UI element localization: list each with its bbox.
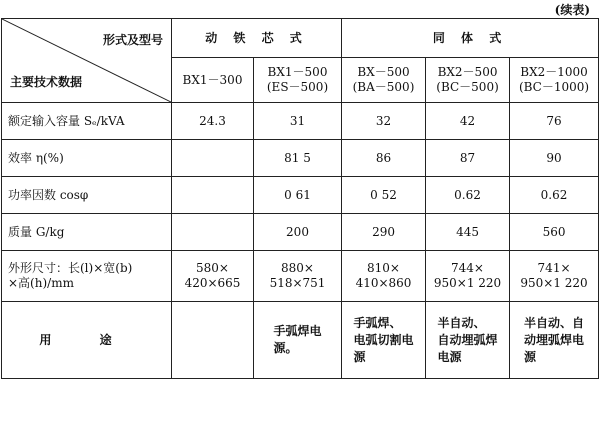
model-line2: (BC－500) xyxy=(436,80,499,94)
model-cell xyxy=(254,58,342,103)
model-line1: BX2－1000 xyxy=(520,65,588,79)
row-label-dimensions xyxy=(2,251,172,302)
group-moving-core: 动 铁 芯 式 xyxy=(172,19,342,58)
capacity-value: 76 xyxy=(510,103,599,140)
dimensions-value xyxy=(510,251,599,302)
usage-line2: 电弧切割电 xyxy=(353,332,414,347)
dimensions-value xyxy=(426,251,510,302)
model-line2: (BA－500) xyxy=(352,80,415,94)
dimensions-line1: 810× xyxy=(367,261,400,275)
dimensions-line2: 950×1 220 xyxy=(520,276,588,290)
usage-line1: 手弧焊电 xyxy=(273,324,322,338)
header-row-groups xyxy=(2,19,599,58)
model-cell xyxy=(172,58,254,103)
header-corner-bottom: 主要技术数据 xyxy=(10,75,83,89)
dimensions-value xyxy=(172,251,254,302)
mass-value: 200 xyxy=(254,214,342,251)
power-factor-value: 0.62 xyxy=(426,177,510,214)
model-line1: BX1－500 xyxy=(267,65,328,79)
dimensions-value xyxy=(254,251,342,302)
power-factor-value: 0.62 xyxy=(510,177,599,214)
usage-line3: 源 xyxy=(524,349,537,364)
capacity-value: 24.3 xyxy=(172,103,254,140)
table-row-power-factor xyxy=(2,177,599,214)
usage-line2: 自动埋弧焊 xyxy=(437,332,498,347)
model-cell xyxy=(342,58,426,103)
welding-transformer-spec-table xyxy=(1,18,599,379)
dimensions-line1: 580× xyxy=(196,261,229,275)
table-row-usage xyxy=(2,302,599,379)
capacity-value: 42 xyxy=(426,103,510,140)
efficiency-value: 87 xyxy=(426,140,510,177)
mass-value: 445 xyxy=(426,214,510,251)
usage-label: 用 途 xyxy=(39,332,134,347)
table-row-efficiency xyxy=(2,140,599,177)
row-label-efficiency: 效率 η(%) xyxy=(2,140,172,177)
usage-line3: 源 xyxy=(353,349,366,364)
header-corner-top: 形式及型号 xyxy=(102,33,163,47)
usage-value xyxy=(342,302,426,379)
row-label-power-factor: 功率因数 cosφ xyxy=(2,177,172,214)
table-row-dimensions xyxy=(2,251,599,302)
mass-value xyxy=(172,214,254,251)
continued-label: (续表) xyxy=(554,3,590,17)
efficiency-value: 81 5 xyxy=(254,140,342,177)
usage-line2: 动埋弧焊电 xyxy=(524,332,585,347)
dimensions-line1: 744× xyxy=(451,261,484,275)
efficiency-value: 90 xyxy=(510,140,599,177)
model-cell xyxy=(426,58,510,103)
model-line1: BX2－500 xyxy=(437,65,498,79)
efficiency-value xyxy=(172,140,254,177)
model-cell xyxy=(510,58,599,103)
usage-line1: 半自动、 xyxy=(437,315,486,330)
capacity-value: 31 xyxy=(254,103,342,140)
row-label-usage xyxy=(2,302,172,379)
power-factor-value: 0 52 xyxy=(342,177,426,214)
dimensions-line2: 410×860 xyxy=(355,276,412,290)
mass-value: 290 xyxy=(342,214,426,251)
usage-line3: 电源 xyxy=(437,349,462,364)
row-label-capacity: 额定输入容量 Sₑ/kVA xyxy=(2,103,172,140)
table-row-mass xyxy=(2,214,599,251)
usage-value xyxy=(172,302,254,379)
row-label-mass: 质量 G/kg xyxy=(2,214,172,251)
mass-value: 560 xyxy=(510,214,599,251)
efficiency-value: 86 xyxy=(342,140,426,177)
usage-line2: 源。 xyxy=(273,341,298,355)
power-factor-value: 0 61 xyxy=(254,177,342,214)
dimensions-line2: 950×1 220 xyxy=(433,276,502,290)
dimensions-line1: 880× xyxy=(281,261,314,275)
power-factor-value xyxy=(172,177,254,214)
usage-value xyxy=(426,302,510,379)
usage-value xyxy=(510,302,599,379)
usage-line1: 手弧焊、 xyxy=(353,315,402,330)
dimensions-line1: 741× xyxy=(537,261,571,275)
dimensions-line2: 518×751 xyxy=(269,276,326,290)
dimensions-line2: 420×665 xyxy=(184,276,241,290)
dimensions-label-line1: 外形尺寸：长(l)×宽(b) xyxy=(8,261,133,275)
dimensions-label-line2: ×高(h)/mm xyxy=(8,276,74,290)
usage-line1: 半自动、自 xyxy=(524,315,585,330)
model-line1: BX－500 xyxy=(357,65,410,79)
header-corner-cell xyxy=(2,19,172,103)
capacity-value: 32 xyxy=(342,103,426,140)
model-line1: BX1－300 xyxy=(182,72,243,87)
table-row-capacity xyxy=(2,103,599,140)
model-line2: (BC－1000) xyxy=(518,80,590,94)
group-integral: 同 体 式 xyxy=(342,19,599,58)
usage-value xyxy=(254,302,342,379)
dimensions-value xyxy=(342,251,426,302)
model-line2: (ES－500) xyxy=(266,80,329,94)
